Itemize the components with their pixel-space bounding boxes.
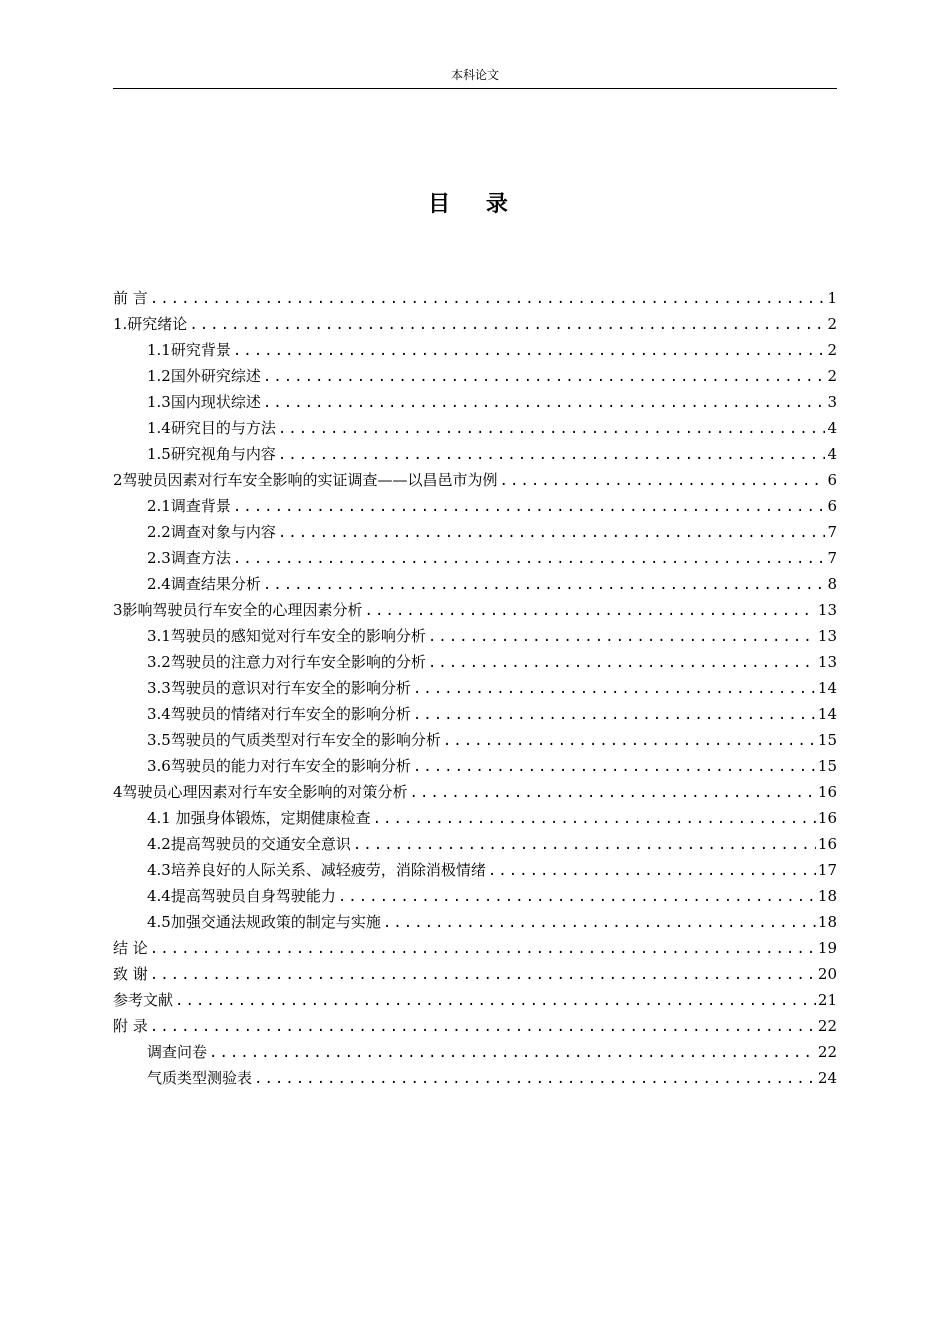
toc-entry-page: 1 (827, 289, 837, 307)
toc-entry-page: 8 (827, 575, 837, 593)
toc-entry-page: 4 (827, 445, 837, 463)
toc-entry-label: 2.3调查方法 (147, 549, 231, 567)
toc-entry-label: 4.3培养良好的人际关系、减轻疲劳，消除消极情绪 (147, 861, 486, 879)
toc-entry-2-4[interactable] (113, 571, 837, 597)
toc-entry-page: 15 (817, 757, 837, 775)
toc-entry-label: 结 论 (113, 939, 148, 957)
dot-leader (428, 624, 816, 650)
dot-leader (413, 676, 816, 702)
toc-entry-conclusion[interactable] (113, 935, 837, 961)
dot-leader (209, 1040, 816, 1066)
toc-entry-label: 2.2调查对象与内容 (147, 523, 276, 541)
toc-entry-page: 19 (817, 939, 837, 957)
toc-entry-page: 16 (817, 835, 837, 853)
toc-entry-label: 2.1调查背景 (147, 497, 231, 515)
toc-entry-4-1[interactable] (113, 805, 837, 831)
header-rule (113, 88, 837, 89)
toc-entry-label: 4.2提高驾驶员的交通安全意识 (147, 835, 351, 853)
toc-entry-4-2[interactable] (113, 831, 837, 857)
toc-entry-preface[interactable] (113, 285, 837, 311)
toc-entry-chapter-2[interactable] (113, 467, 837, 493)
toc-entry-1-5[interactable] (113, 441, 837, 467)
dot-leader (413, 754, 816, 780)
toc-title: 目 录 (428, 192, 522, 217)
toc-entry-appendix[interactable] (113, 1013, 837, 1039)
toc-entry-label: 调查问卷 (147, 1043, 208, 1061)
toc-entry-page: 7 (827, 549, 837, 567)
toc-entry-label: 2驾驶员因素对行车安全影响的实证调查——以昌邑市为例 (113, 471, 498, 489)
dot-leader (233, 338, 826, 364)
toc-entry-label: 1.研究绪论 (113, 315, 188, 333)
toc-entry-page: 22 (817, 1017, 837, 1035)
toc-entry-label: 2.4调查结果分析 (147, 575, 261, 593)
dot-leader (278, 442, 826, 468)
dot-leader (189, 312, 825, 338)
toc-entry-page: 18 (817, 913, 837, 931)
toc-entry-references[interactable] (113, 987, 837, 1013)
dot-leader (428, 650, 816, 676)
toc-entry-4-3[interactable] (113, 857, 837, 883)
toc-entry-1-4[interactable] (113, 415, 837, 441)
toc-entry-page: 21 (817, 991, 837, 1009)
dot-leader (413, 702, 816, 728)
toc-entry-label: 3.6驾驶员的能力对行车安全的影响分析 (147, 757, 411, 775)
toc-entry-1-3[interactable] (113, 389, 837, 415)
dot-leader (488, 858, 816, 884)
toc-entry-label: 3.4驾驶员的情绪对行车安全的影响分析 (147, 705, 411, 723)
toc-entry-label: 1.3国内现状综述 (147, 393, 261, 411)
dot-leader (150, 286, 826, 312)
toc-entry-2-1[interactable] (113, 493, 837, 519)
toc-entry-page: 2 (827, 367, 837, 385)
dot-leader (263, 572, 826, 598)
dot-leader (150, 936, 816, 962)
toc-entry-1-1[interactable] (113, 337, 837, 363)
dot-leader (233, 494, 826, 520)
toc-entry-page: 13 (817, 601, 837, 619)
toc-entry-label: 4.5加强交通法规政策的制定与实施 (147, 913, 381, 931)
toc-entry-page: 4 (827, 419, 837, 437)
dot-leader (150, 1014, 816, 1040)
toc-entry-acknowledgements[interactable] (113, 961, 837, 987)
toc-entry-3-5[interactable] (113, 727, 837, 753)
toc-entry-page: 16 (817, 783, 837, 801)
toc-entry-chapter-1[interactable] (113, 311, 837, 337)
toc-entry-label: 3.2驾驶员的注意力对行车安全影响的分析 (147, 653, 426, 671)
toc-entry-label: 1.5研究视角与内容 (147, 445, 276, 463)
toc-entry-page: 22 (817, 1043, 837, 1061)
dot-leader (150, 962, 816, 988)
toc-entry-page: 14 (817, 705, 837, 723)
dot-leader (278, 520, 826, 546)
dot-leader (383, 910, 816, 936)
toc-entry-label: 前 言 (113, 289, 148, 307)
toc-entry-3-2[interactable] (113, 649, 837, 675)
toc-entry-3-3[interactable] (113, 675, 837, 701)
toc-entry-label: 3.3驾驶员的意识对行车安全的影响分析 (147, 679, 411, 697)
toc-entry-chapter-3[interactable] (113, 597, 837, 623)
toc-entry-page: 15 (817, 731, 837, 749)
dot-leader (263, 390, 826, 416)
dot-leader (254, 1066, 816, 1092)
dot-leader (410, 780, 816, 806)
toc-entry-label: 致 谢 (113, 965, 148, 983)
toc-entry-temperament-test[interactable] (113, 1065, 837, 1091)
toc-entry-page: 2 (827, 341, 837, 359)
toc-entry-page: 24 (817, 1069, 837, 1087)
toc-entry-page: 18 (817, 887, 837, 905)
page-header: 本科论文 (450, 68, 499, 82)
toc-entry-page: 16 (817, 809, 837, 827)
toc-entry-page: 17 (817, 861, 837, 879)
toc-entry-2-2[interactable] (113, 519, 837, 545)
toc-entry-label: 参考文献 (113, 991, 174, 1009)
toc-entry-label: 4.4提高驾驶员自身驾驶能力 (147, 887, 336, 905)
toc-entry-chapter-4[interactable] (113, 779, 837, 805)
toc-entry-label: 气质类型测验表 (147, 1069, 253, 1087)
toc-entry-label: 4.1 加强身体锻炼，定期健康检查 (147, 809, 371, 827)
toc-entry-1-2[interactable] (113, 363, 837, 389)
dot-leader (353, 832, 816, 858)
toc-entry-page: 3 (827, 393, 837, 411)
toc-entry-page: 6 (827, 497, 837, 515)
toc-entry-label: 3.1驾驶员的感知觉对行车安全的影响分析 (147, 627, 426, 645)
dot-leader (500, 468, 826, 494)
toc-entry-label: 3影响驾驶员行车安全的心理因素分析 (113, 601, 363, 619)
toc-entry-label: 1.4研究目的与方法 (147, 419, 276, 437)
toc-entry-label: 4驾驶员心理因素对行车安全影响的对策分析 (113, 783, 408, 801)
toc-entry-label: 附 录 (113, 1017, 148, 1035)
toc-entry-page: 13 (817, 653, 837, 671)
toc-entry-4-4[interactable] (113, 883, 837, 909)
dot-leader (443, 728, 816, 754)
toc-entry-page: 7 (827, 523, 837, 541)
toc-entry-2-3[interactable] (113, 545, 837, 571)
dot-leader (365, 598, 816, 624)
toc-entry-label: 1.2国外研究综述 (147, 367, 261, 385)
toc-entry-3-1[interactable] (113, 623, 837, 649)
toc-entry-page: 13 (817, 627, 837, 645)
toc-entry-questionnaire[interactable] (113, 1039, 837, 1065)
dot-leader (233, 546, 826, 572)
dot-leader (373, 806, 816, 832)
toc-entry-page: 14 (817, 679, 837, 697)
dot-leader (175, 988, 816, 1014)
toc-entry-3-4[interactable] (113, 701, 837, 727)
toc-entry-page: 6 (827, 471, 837, 489)
toc-entry-page: 20 (817, 965, 837, 983)
table-of-contents (113, 285, 837, 1091)
dot-leader (263, 364, 826, 390)
toc-entry-page: 2 (827, 315, 837, 333)
toc-entry-label: 3.5驾驶员的气质类型对行车安全的影响分析 (147, 731, 441, 749)
dot-leader (278, 416, 826, 442)
toc-entry-label: 1.1研究背景 (147, 341, 231, 359)
toc-entry-4-5[interactable] (113, 909, 837, 935)
dot-leader (338, 884, 816, 910)
toc-entry-3-6[interactable] (113, 753, 837, 779)
